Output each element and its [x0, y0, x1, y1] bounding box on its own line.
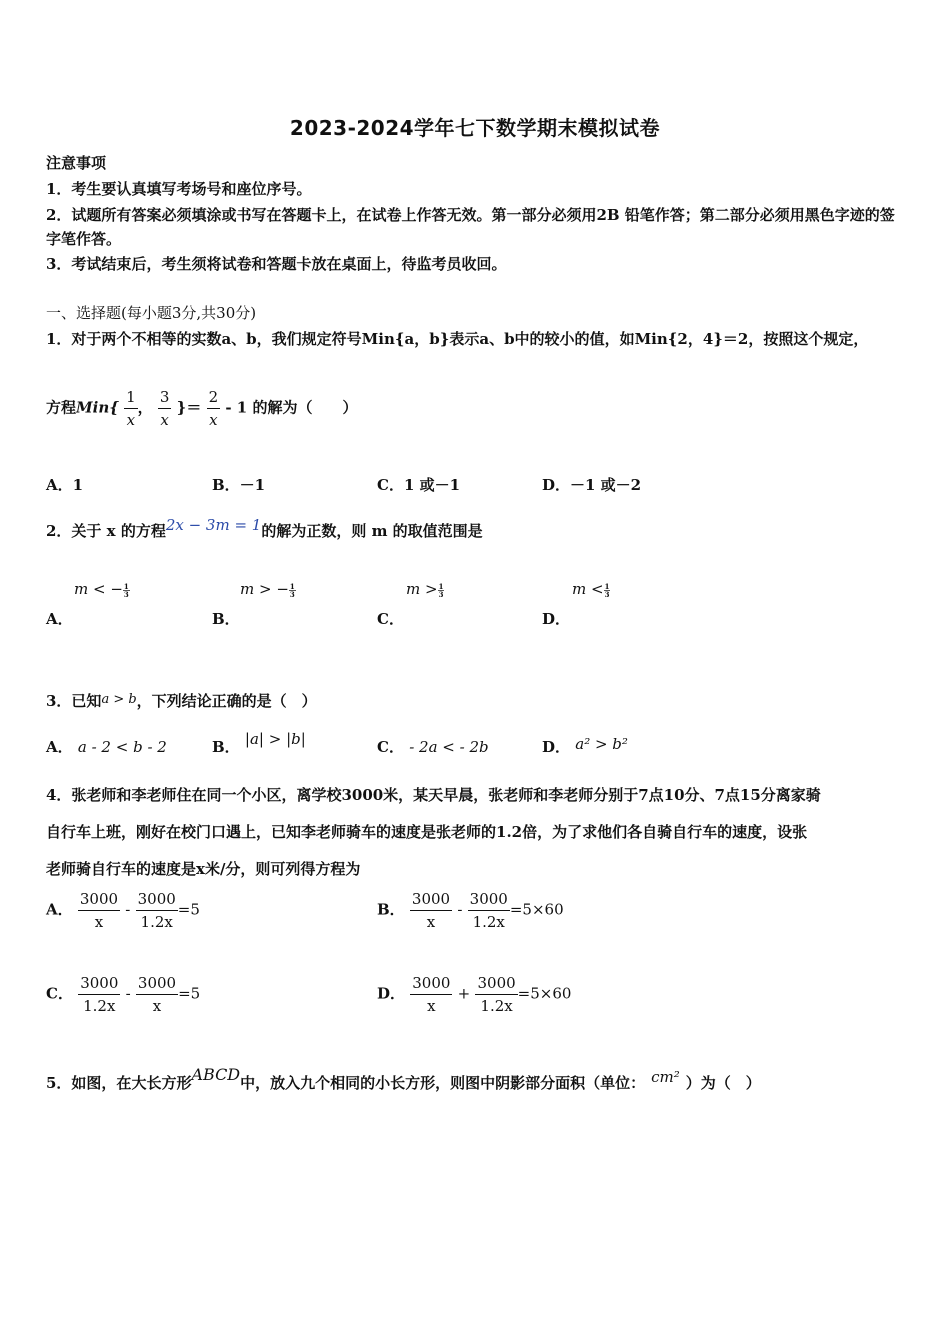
- q3-condition: a > b: [101, 692, 137, 707]
- q3-option-c: [377, 736, 489, 757]
- q5-stem: [46, 1065, 761, 1093]
- q1-eq-mid: }＝: [176, 398, 202, 417]
- section-heading: 一、选择题(每小题3分,共30分): [46, 304, 257, 322]
- q3-b-math: |a| > |b|: [244, 730, 306, 748]
- q2-option-b-label: B．: [212, 610, 240, 628]
- q4-c-rhs: =5: [178, 984, 201, 1003]
- q5-stem-c: ）为（ ）: [685, 1074, 761, 1092]
- q2-b-num: 1: [289, 581, 295, 591]
- q4-d-d2: 1.2x: [480, 997, 513, 1015]
- q4-c-n2: 3000: [136, 974, 178, 995]
- q1-equation: 方程Min{ $\frac{1}{x}$ ， $\frac{3}{x}$ }＝ $\frac{2}{x}$ - 1 的解为（ ）: [46, 388, 358, 429]
- q4-option-a: [46, 890, 200, 931]
- q5-rect: ABCD: [191, 1065, 241, 1084]
- q1-option-c: C．1 或－1: [377, 476, 461, 494]
- q1-eq-prefix: 方程: [46, 398, 77, 417]
- q2-stem-a: 2．关于 x 的方程: [46, 522, 166, 540]
- q4-option-b: [377, 890, 564, 931]
- q3-option-d: [542, 736, 628, 757]
- q2-c-math: m >: [406, 580, 438, 598]
- q4-stem-line-1: 4．张老师和李老师住在同一个小区，离学校3000米，某天早晨，张老师和李老师分别于7点10分、7点15分离家骑: [46, 786, 821, 804]
- q1-f3-numerator: 2: [207, 388, 221, 409]
- q4-a-d1: x: [94, 913, 104, 931]
- q4-a-d2: 1.2x: [140, 913, 173, 931]
- q3-c-math: - 2a < - 2b: [409, 738, 489, 756]
- q2-d-math: m <: [572, 580, 604, 598]
- notice-item-2: 2．试题所有答案必须填涂或书写在答题卡上，在试卷上作答无效。第一部分必须用2B 铅笔作答；第二部分必须用黑色字迹的签字笔作答。: [46, 206, 895, 248]
- q4-stem-line-2: 自行车上班，刚好在校门口遇上，已知李老师骑车的速度是张老师的1.2倍，为了求他们各自骑自行车的速度，设张: [46, 823, 808, 841]
- q5-stem-a: 5．如图，在大长方形: [46, 1074, 192, 1092]
- q1-f1-numerator: 1: [124, 388, 138, 409]
- q2-option-d-expr: [572, 580, 610, 598]
- q4-d-n2: 3000: [475, 974, 517, 995]
- q4-b-n2: 3000: [468, 890, 510, 911]
- q2-a-den: 3: [123, 589, 129, 599]
- q1-option-b: B．－1: [212, 476, 266, 494]
- page-title: 2023-2024学年七下数学期末模拟试卷: [289, 116, 661, 140]
- q2-equation: 2x − 3m = 1: [165, 516, 262, 534]
- q1-f1-denominator: x: [126, 411, 136, 429]
- q2-c-den: 3: [438, 589, 444, 599]
- q3-stem-b: ，下列结论正确的是（ ）: [136, 692, 317, 710]
- q2-a-num: 1: [123, 581, 129, 591]
- q4-a-rhs: =5: [177, 900, 200, 919]
- q3-stem-a: 3．已知: [46, 692, 102, 710]
- q4-stem-line-3: 老师骑自行车的速度是x米/分，则可列得方程为: [46, 860, 361, 878]
- notice-heading: 注意事项: [46, 154, 107, 172]
- q4-c-op: -: [125, 984, 131, 1003]
- notice-item-1: 1．考生要认真填写考场号和座位序号。: [46, 180, 312, 198]
- q4-b-op: -: [457, 900, 463, 919]
- q4-option-c: [46, 974, 200, 1015]
- q1-eq-min: Min{: [76, 398, 119, 417]
- q4-b-n1: 3000: [410, 890, 452, 911]
- notice-item-3: 3．考试结束后，考生须将试卷和答题卡放在桌面上，待监考员收回。: [46, 255, 507, 273]
- q4-c-d1: 1.2x: [83, 997, 116, 1015]
- q4-c-d2: x: [152, 997, 162, 1015]
- q4-d-rhs: =5×60: [517, 984, 572, 1003]
- q4-d-op: +: [457, 984, 471, 1003]
- q4-a-n1: 3000: [78, 890, 120, 911]
- q3-option-b: [212, 730, 306, 757]
- q4-a-n2: 3000: [136, 890, 178, 911]
- q4-b-label: B．: [377, 900, 405, 919]
- q4-d-n1: 3000: [410, 974, 452, 995]
- q4-d-d1: x: [427, 997, 436, 1015]
- q3-d-math: a² > b²: [575, 735, 628, 753]
- q1-f2-numerator: 3: [158, 388, 172, 409]
- q2-option-c-expr: [406, 580, 444, 598]
- q1-option-a: A．1: [46, 476, 84, 494]
- q1-f2-denominator: x: [160, 411, 169, 429]
- q2-option-b-expr: [240, 580, 296, 598]
- q4-b-d1: x: [426, 913, 436, 931]
- q1-eq-suffix: - 1 的解为（ ）: [220, 398, 358, 417]
- q3-a-math: a - 2 < b - 2: [77, 738, 167, 756]
- q1-fraction-2: [158, 388, 172, 429]
- q1-option-d: D．－1 或－2: [542, 476, 642, 494]
- q2-option-a-expr: [74, 580, 130, 598]
- q2-option-c-label: C．: [377, 610, 404, 628]
- q2-d-num: 1: [604, 581, 610, 591]
- q3-b-label: B．: [212, 738, 240, 756]
- q5-stem-b: 中，放入九个相同的小长方形，则图中阴影部分面积（单位：: [240, 1074, 646, 1092]
- q4-d-label: D．: [377, 984, 406, 1003]
- q2-b-den: 3: [289, 589, 295, 599]
- q2-stem: [46, 516, 483, 541]
- q4-b-d2: 1.2x: [472, 913, 505, 931]
- q2-option-a-label: A．: [46, 610, 73, 628]
- q5-unit: cm²: [651, 1068, 680, 1086]
- q4-c-label: C．: [46, 984, 73, 1003]
- q2-stem-b: 的解为正数，则 m 的取值范围是: [261, 522, 483, 540]
- q3-option-a: [46, 736, 167, 757]
- q2-d-den: 3: [604, 589, 610, 599]
- q2-c-num: 1: [438, 581, 444, 591]
- q1-stem: 1．对于两个不相等的实数a、b，我们规定符号Min{a，b}表示a、b中的较小的值，如Min{2，4}＝2，按照这个规定，: [46, 330, 869, 348]
- q3-c-label: C．: [377, 738, 404, 756]
- q4-option-d: [377, 974, 571, 1015]
- q2-b-math: m > −: [240, 580, 289, 598]
- q4-a-op: -: [125, 900, 131, 919]
- q4-c-n1: 3000: [78, 974, 120, 995]
- q3-d-label: D．: [542, 738, 571, 756]
- q1-fraction-1: [124, 388, 138, 429]
- q3-stem: [46, 690, 317, 711]
- q4-a-label: A．: [46, 900, 73, 919]
- q1-fraction-3: [207, 388, 221, 429]
- q3-a-label: A．: [46, 738, 73, 756]
- q1-f3-denominator: x: [209, 411, 218, 429]
- q2-a-math: m < −: [74, 580, 123, 598]
- q2-option-d-label: D．: [542, 610, 571, 628]
- q4-b-rhs: =5×60: [509, 900, 564, 919]
